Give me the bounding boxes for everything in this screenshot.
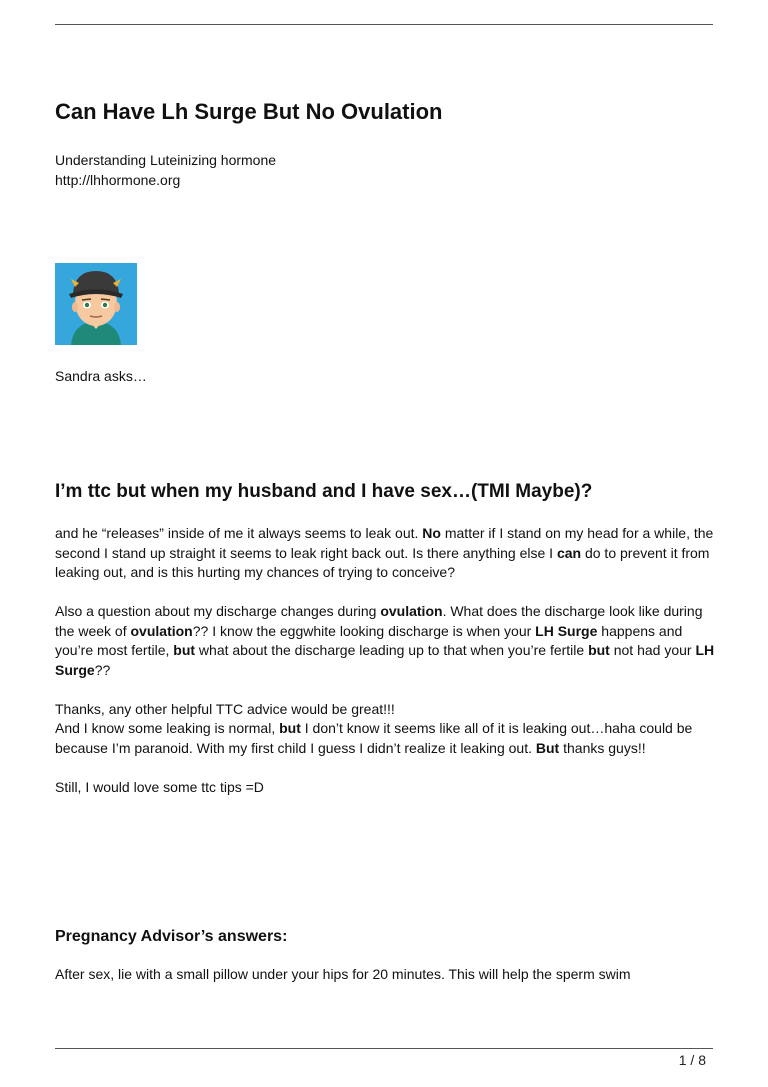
question-body	[55, 524, 720, 817]
avatar-cartoon-icon	[55, 263, 137, 345]
question-paragraph-4: Still, I would love some ttc tips =D	[55, 778, 264, 795]
text-run: matter if I stand on my head for a while, the second I stand up straight it seems to leak right back out. Is there anything else I	[55, 525, 714, 561]
text-run: And I know some leaking is normal,	[55, 720, 280, 736]
asker-label: Sandra asks…	[55, 368, 147, 384]
keyword: but	[279, 720, 301, 736]
question-paragraph-1	[55, 524, 720, 583]
page-number: 1 / 8	[678, 1052, 706, 1068]
bottom-rule	[55, 1048, 713, 1049]
text-run: I don’t know it seems like all of it is leaking out…haha could be because I’m paranoid. With my first child I guess I didn’t realize it leaking out.	[55, 720, 693, 756]
keyword: But	[535, 739, 560, 756]
keyword: can	[556, 544, 582, 561]
text-run: not had your	[609, 642, 696, 658]
text-run: Also a question about my discharge changes during	[55, 603, 381, 619]
text-run: what about the discharge leading up to that when you’re fertile	[195, 642, 589, 658]
answers-title: Pregnancy Advisor’s answers:	[55, 928, 288, 945]
question-paragraph-3	[55, 700, 720, 759]
answer-text: After sex, lie with a small pillow under your hips for 20 minutes. This will help the sperm swim	[55, 966, 631, 982]
subtitle-line: Understanding Luteinizing hormone	[55, 152, 277, 168]
question-title: I’m ttc but when my husband and I have sex…(TMI Maybe)?	[55, 481, 593, 502]
keyword: but	[173, 642, 196, 658]
keyword: LH Surge	[535, 622, 598, 639]
subtitle	[55, 150, 276, 190]
text-run: and he “releases” inside of me it always seems to leak out.	[55, 525, 423, 541]
keyword: LH Surge	[55, 642, 715, 678]
text-run: ?? I know the eggwhite looking discharge is when your	[192, 622, 536, 639]
keyword: ovulation	[130, 622, 193, 639]
text-run: ??	[94, 661, 111, 678]
text-run: . What does the discharge look like during the week of	[55, 603, 703, 639]
question-paragraph-2	[55, 602, 720, 680]
keyword: ovulation	[380, 603, 443, 619]
text-run: Thanks, any other helpful TTC advice would be great!!!	[55, 700, 395, 717]
text-run: do to prevent it from leaking out, and is this hurting my chances of trying to conceive?	[55, 544, 710, 580]
site-url[interactable]: http://lhhormone.org	[55, 172, 181, 188]
text-run: happens and you’re most fertile,	[55, 622, 683, 658]
text-run: thanks guys!!	[559, 739, 646, 756]
keyword: but	[588, 642, 610, 658]
keyword: No	[422, 525, 441, 541]
avatar	[55, 263, 137, 345]
top-rule	[55, 24, 713, 25]
document-title: Can Have Lh Surge But No Ovulation	[55, 99, 443, 124]
